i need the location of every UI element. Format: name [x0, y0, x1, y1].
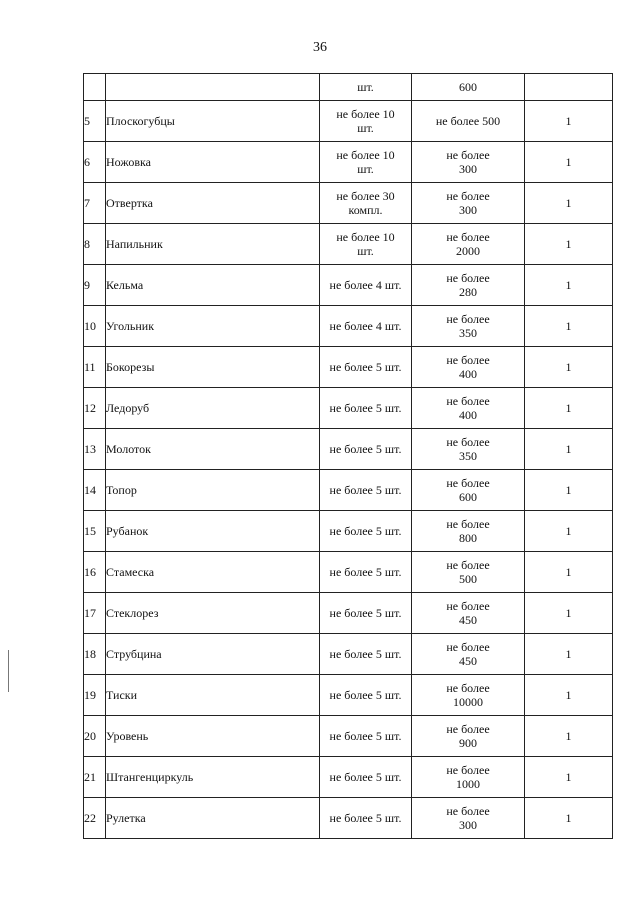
cell-price: не более 450	[412, 593, 525, 634]
cell-quantity: не более 5 шт.	[320, 798, 412, 839]
cell-price: не более 300	[412, 183, 525, 224]
cell-price: 600	[412, 74, 525, 101]
cell-quantity: шт.	[320, 74, 412, 101]
cell-name: Плоскогубцы	[106, 101, 320, 142]
cell-name: Ледоруб	[106, 388, 320, 429]
cell-name: Угольник	[106, 306, 320, 347]
cell-quantity: не более 5 шт.	[320, 347, 412, 388]
cell-count: 1	[525, 593, 613, 634]
cell-count: 1	[525, 470, 613, 511]
cell-number: 16	[84, 552, 106, 593]
table-row	[84, 757, 613, 798]
table-row	[84, 716, 613, 757]
cell-price: не более 10000	[412, 675, 525, 716]
cell-price: не более 600	[412, 470, 525, 511]
table-row	[84, 470, 613, 511]
cell-count: 1	[525, 798, 613, 839]
cell-quantity: не более 5 шт.	[320, 593, 412, 634]
table-row	[84, 634, 613, 675]
table-row	[84, 511, 613, 552]
table-row	[84, 101, 613, 142]
cell-number: 19	[84, 675, 106, 716]
cell-name	[106, 74, 320, 101]
cell-name: Кельма	[106, 265, 320, 306]
cell-count: 1	[525, 224, 613, 265]
cell-number: 22	[84, 798, 106, 839]
cell-price: не более 350	[412, 429, 525, 470]
page-number: 36	[313, 40, 327, 55]
cell-name: Рубанок	[106, 511, 320, 552]
cell-quantity: не более 5 шт.	[320, 675, 412, 716]
table-body	[84, 74, 613, 839]
table-row	[84, 265, 613, 306]
table-row	[84, 675, 613, 716]
cell-quantity: не более 10 шт.	[320, 224, 412, 265]
table-row	[84, 224, 613, 265]
cell-quantity: не более 5 шт.	[320, 634, 412, 675]
cell-number: 13	[84, 429, 106, 470]
cell-number: 18	[84, 634, 106, 675]
cell-name: Рулетка	[106, 798, 320, 839]
cell-number: 14	[84, 470, 106, 511]
cell-count: 1	[525, 101, 613, 142]
cell-name: Уровень	[106, 716, 320, 757]
cell-price: не более 1000	[412, 757, 525, 798]
table-row	[84, 142, 613, 183]
cell-price: не более 400	[412, 388, 525, 429]
cell-price: не более 2000	[412, 224, 525, 265]
cell-count: 1	[525, 429, 613, 470]
cell-count: 1	[525, 675, 613, 716]
cell-count: 1	[525, 716, 613, 757]
cell-quantity: не более 30 компл.	[320, 183, 412, 224]
cell-name: Струбцина	[106, 634, 320, 675]
scan-margin-mark	[8, 650, 9, 692]
cell-quantity: не более 5 шт.	[320, 470, 412, 511]
cell-name: Штангенциркуль	[106, 757, 320, 798]
cell-name: Молоток	[106, 429, 320, 470]
cell-price: не более 800	[412, 511, 525, 552]
cell-count: 1	[525, 265, 613, 306]
cell-count: 1	[525, 183, 613, 224]
cell-number: 17	[84, 593, 106, 634]
cell-quantity: не более 5 шт.	[320, 429, 412, 470]
cell-price: не более 400	[412, 347, 525, 388]
cell-name: Топор	[106, 470, 320, 511]
cell-quantity: не более 10 шт.	[320, 101, 412, 142]
cell-count: 1	[525, 511, 613, 552]
cell-count: 1	[525, 388, 613, 429]
cell-number: 5	[84, 101, 106, 142]
cell-quantity: не более 5 шт.	[320, 757, 412, 798]
cell-count	[525, 74, 613, 101]
cell-price: не более 350	[412, 306, 525, 347]
cell-price: не более 300	[412, 798, 525, 839]
cell-count: 1	[525, 552, 613, 593]
cell-quantity: не более 5 шт.	[320, 716, 412, 757]
cell-quantity: не более 10 шт.	[320, 142, 412, 183]
cell-number	[84, 74, 106, 101]
cell-price: не более 500	[412, 552, 525, 593]
cell-price: не более 300	[412, 142, 525, 183]
cell-price: не более 280	[412, 265, 525, 306]
cell-number: 6	[84, 142, 106, 183]
cell-price: не более 500	[412, 101, 525, 142]
cell-number: 12	[84, 388, 106, 429]
cell-quantity: не более 5 шт.	[320, 388, 412, 429]
cell-count: 1	[525, 306, 613, 347]
table-row	[84, 183, 613, 224]
table-row	[84, 593, 613, 634]
cell-number: 10	[84, 306, 106, 347]
cell-name: Отвертка	[106, 183, 320, 224]
table-row	[84, 552, 613, 593]
cell-number: 11	[84, 347, 106, 388]
cell-price: не более 900	[412, 716, 525, 757]
cell-number: 20	[84, 716, 106, 757]
cell-quantity: не более 4 шт.	[320, 306, 412, 347]
cell-count: 1	[525, 347, 613, 388]
cell-number: 15	[84, 511, 106, 552]
cell-quantity: не более 5 шт.	[320, 511, 412, 552]
cell-name: Тиски	[106, 675, 320, 716]
cell-count: 1	[525, 634, 613, 675]
cell-quantity: не более 4 шт.	[320, 265, 412, 306]
cell-price: не более 450	[412, 634, 525, 675]
items-table	[83, 73, 613, 839]
cell-name: Стамеска	[106, 552, 320, 593]
cell-name: Бокорезы	[106, 347, 320, 388]
cell-number: 8	[84, 224, 106, 265]
cell-count: 1	[525, 142, 613, 183]
table-row	[84, 347, 613, 388]
cell-name: Ножовка	[106, 142, 320, 183]
cell-name: Стеклорез	[106, 593, 320, 634]
table-row	[84, 306, 613, 347]
cell-name: Напильник	[106, 224, 320, 265]
cell-number: 21	[84, 757, 106, 798]
table-row	[84, 798, 613, 839]
table-row	[84, 429, 613, 470]
cell-count: 1	[525, 757, 613, 798]
table-row	[84, 388, 613, 429]
cell-number: 9	[84, 265, 106, 306]
table-row-continuation	[84, 74, 613, 101]
cell-number: 7	[84, 183, 106, 224]
cell-quantity: не более 5 шт.	[320, 552, 412, 593]
